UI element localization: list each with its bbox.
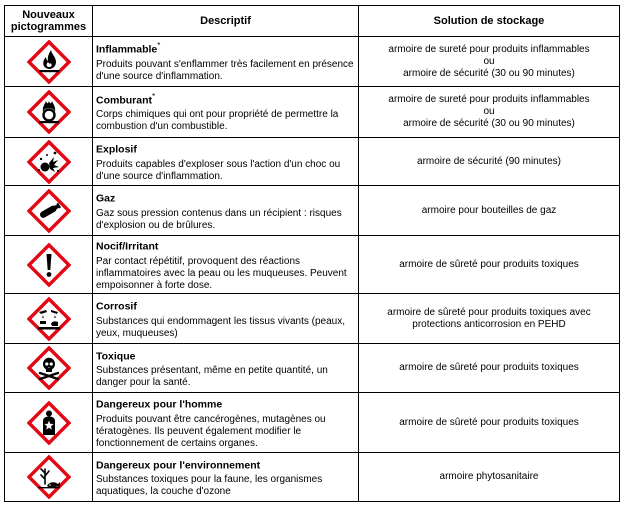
storage-solution-or: ou (483, 106, 495, 117)
hazard-description: Substances qui endommagent les tissus vivants (peaux, yeux, muqueuses) (96, 315, 346, 339)
table-row (5, 138, 620, 186)
environment-hazard-icon (27, 455, 71, 499)
skull-crossbones-icon (27, 346, 71, 390)
table-row (5, 186, 620, 236)
hazard-description: Produits capables d'exploser sous l'action d'un choc ou d'une source d'inflammation. (96, 158, 341, 182)
storage-solution: armoire de sûreté pour produits toxiques (399, 362, 579, 373)
hazard-description: Substances présentant, même en petite quantité, un danger pour la santé. (96, 365, 328, 389)
hazard-mark: * (152, 91, 156, 101)
flame-over-circle-icon (27, 90, 71, 134)
storage-solution-alt: armoire de sécurité (30 ou 90 minutes) (403, 67, 575, 79)
table-row (5, 294, 620, 344)
hazard-description: Substances toxiques pour la faune, les organismes aquatiques, la couche d'ozone (96, 474, 323, 498)
hazard-mark: * (157, 41, 161, 51)
hazard-name: Dangereux pour l'homme (96, 398, 223, 411)
hazard-description: Produits pouvant être cancérogènes, mutagènes ou tératogènes. Ils peuvent également modifier le fonctionnement de certains organes. (96, 413, 326, 449)
table-row (5, 87, 620, 138)
storage-solution: armoire de sureté pour produits inflammables (388, 94, 590, 105)
storage-solution: armoire phytosanitaire (439, 471, 539, 482)
hazard-description: Gaz sous pression contenus dans un récipient : risques d'explosion ou de brûlures. (96, 207, 342, 231)
storage-solution: armoire de sécurité (90 minutes) (417, 155, 561, 167)
hazard-name: Corrosif (96, 300, 137, 313)
hazard-description: Produits pouvant s'enflammer très facilement en présence d'une source d'inflammation. (96, 58, 354, 82)
storage-solution: armoire de sûreté pour produits toxiques (399, 416, 579, 428)
corrosion-icon (27, 297, 71, 341)
header-pictograms (5, 6, 93, 37)
storage-solution: armoire pour bouteilles de gaz (421, 204, 557, 216)
storage-solution-or: ou (483, 55, 495, 67)
table-row (5, 393, 620, 453)
hazard-name: Dangereux pour l'environnement (96, 459, 261, 472)
hazard-name: Nocif/Irritant (96, 240, 159, 253)
pictogram-table (4, 5, 620, 502)
gas-cylinder-icon (27, 189, 71, 233)
table-row (5, 236, 620, 294)
table-row (5, 344, 620, 393)
storage-solution: armoire de sûreté pour produits toxiques (399, 258, 579, 270)
exploding-bomb-icon (27, 140, 71, 184)
storage-solution-alt: armoire de sécurité (30 ou 90 minutes) (403, 118, 575, 129)
storage-solution: armoire de sureté pour produits inflammables (388, 43, 590, 55)
hazard-description: Par contact répétitif, provoquent des réactions inflammatoires avec la peau ou les muqueuses. Peuvent empoisonner à forte dose. (96, 255, 347, 291)
header-pictograms-line2: pictogrammes (10, 21, 87, 33)
table-row (5, 453, 620, 502)
storage-solution: armoire de sûreté pour produits toxiques avec protections anticorrosion en PEHD (387, 306, 591, 330)
header-description: Descriptif (93, 6, 359, 37)
hazard-name: Toxique (96, 350, 136, 363)
table-row (5, 37, 620, 87)
hazard-name: Gaz (96, 192, 116, 205)
header-pictograms-line1: Nouveaux (22, 9, 75, 21)
table-header-row (5, 6, 620, 37)
hazard-name: Inflammable (96, 43, 158, 56)
header-storage: Solution de stockage (359, 6, 620, 37)
exclamation-mark-icon (27, 243, 71, 287)
hazard-description: Corps chimiques qui ont pour propriété de permettre la combustion d'un combustible. (96, 109, 339, 133)
health-hazard-icon (27, 401, 71, 445)
flame-icon (27, 40, 71, 84)
hazard-name: Comburant (96, 94, 152, 107)
hazard-name: Explosif (96, 143, 137, 156)
